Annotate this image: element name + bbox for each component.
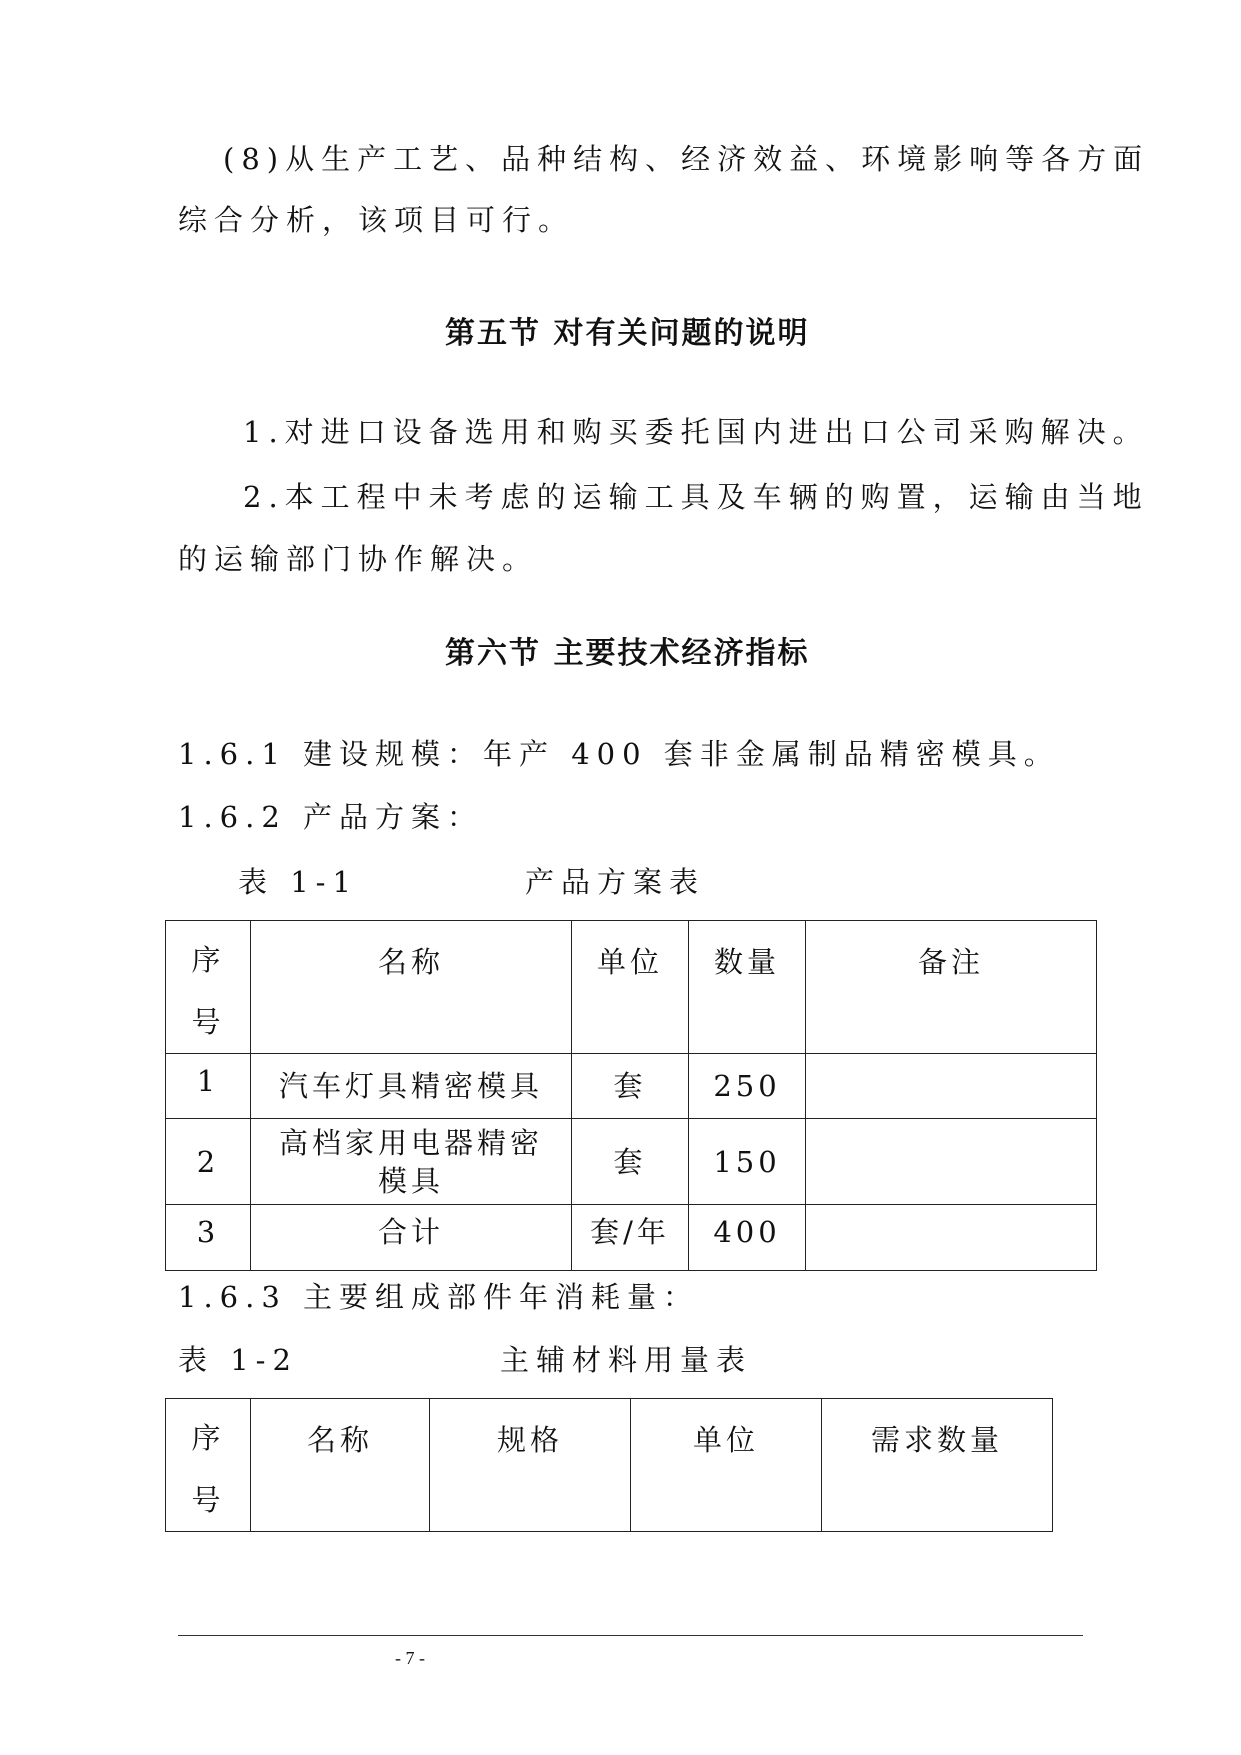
paragraph-1-6-1: 1.6.1 建设规模：年产 400 套非金属制品精密模具。 (178, 737, 1060, 771)
table1-header-qty: 数量 (689, 921, 806, 1054)
section-6-title: 第六节 主要技术经济指标 (445, 636, 810, 671)
table1-header-row (166, 921, 1097, 1054)
footer-rule (178, 1635, 1083, 1636)
table-row (166, 1054, 1097, 1119)
table1-cell-qty: 250 (689, 1054, 806, 1119)
table2-header-seq (166, 1399, 251, 1532)
table2-header-unit: 单位 (631, 1399, 822, 1532)
table1-header-unit: 单位 (572, 921, 689, 1054)
table2-header-spec: 规格 (430, 1399, 631, 1532)
table1-cell-unit: 套/年 (572, 1205, 689, 1271)
table1-cell-name-line2: 模具 (377, 1163, 444, 1198)
table2-header-seq-a: 序 (191, 1421, 225, 1455)
table1-header-name: 名称 (251, 921, 572, 1054)
table-row (166, 1119, 1097, 1205)
table1-cell-name-line1: 高档家用电器精密 (278, 1125, 543, 1160)
table1-cell-name (251, 1119, 572, 1205)
table1-header-seq-b: 号 (191, 1005, 225, 1039)
materials-table (165, 1398, 1053, 1532)
table1-caption-title: 产品方案表 (525, 865, 706, 899)
product-plan-table (165, 920, 1097, 1271)
paragraph-8-line1: (8)从生产工艺、品种结构、经济效益、环境影响等各方面 (223, 142, 1150, 176)
paragraph-1-6-3: 1.6.3 主要组成部件年消耗量： (178, 1280, 700, 1314)
item-1: 1.对进口设备选用和购买委托国内进出口公司采购解决。 (243, 415, 1149, 449)
table1-header-seq (166, 921, 251, 1054)
table-row (166, 1205, 1097, 1271)
table1-cell-seq: 3 (166, 1205, 251, 1271)
item-2-line1: 2.本工程中未考虑的运输工具及车辆的购置，运输由当地 (243, 480, 1149, 514)
table1-caption-number: 表 1-1 (238, 865, 358, 899)
table1-header-note: 备注 (806, 921, 1097, 1054)
table1-cell-note (806, 1054, 1097, 1119)
table1-cell-seq: 1 (166, 1054, 251, 1119)
table1-cell-qty: 150 (689, 1119, 806, 1205)
table2-caption-number: 表 1-2 (178, 1343, 298, 1377)
paragraph-1-6-2: 1.6.2 产品方案： (178, 800, 484, 834)
table1-cell-seq: 2 (166, 1119, 251, 1205)
table1-cell-qty: 400 (689, 1205, 806, 1271)
table2-header-row (166, 1399, 1053, 1532)
table1-cell-name: 合计 (251, 1205, 572, 1271)
page-number: - 7 - (395, 1648, 425, 1668)
table1-cell-note (806, 1119, 1097, 1205)
item-2-line2: 的运输部门协作解决。 (178, 542, 539, 576)
table1-header-seq-a: 序 (191, 943, 225, 977)
table2-caption-title: 主辅材料用量表 (500, 1343, 753, 1377)
table1-cell-unit: 套 (572, 1119, 689, 1205)
table2-header-seq-b: 号 (191, 1483, 225, 1517)
table2-header-demand: 需求数量 (822, 1399, 1053, 1532)
table1-cell-unit: 套 (572, 1054, 689, 1119)
table1-cell-note (806, 1205, 1097, 1271)
section-5-title: 第五节 对有关问题的说明 (445, 316, 810, 351)
paragraph-8-line2: 综合分析，该项目可行。 (178, 203, 575, 237)
table1-cell-name: 汽车灯具精密模具 (251, 1054, 572, 1119)
table2-header-name: 名称 (251, 1399, 430, 1532)
